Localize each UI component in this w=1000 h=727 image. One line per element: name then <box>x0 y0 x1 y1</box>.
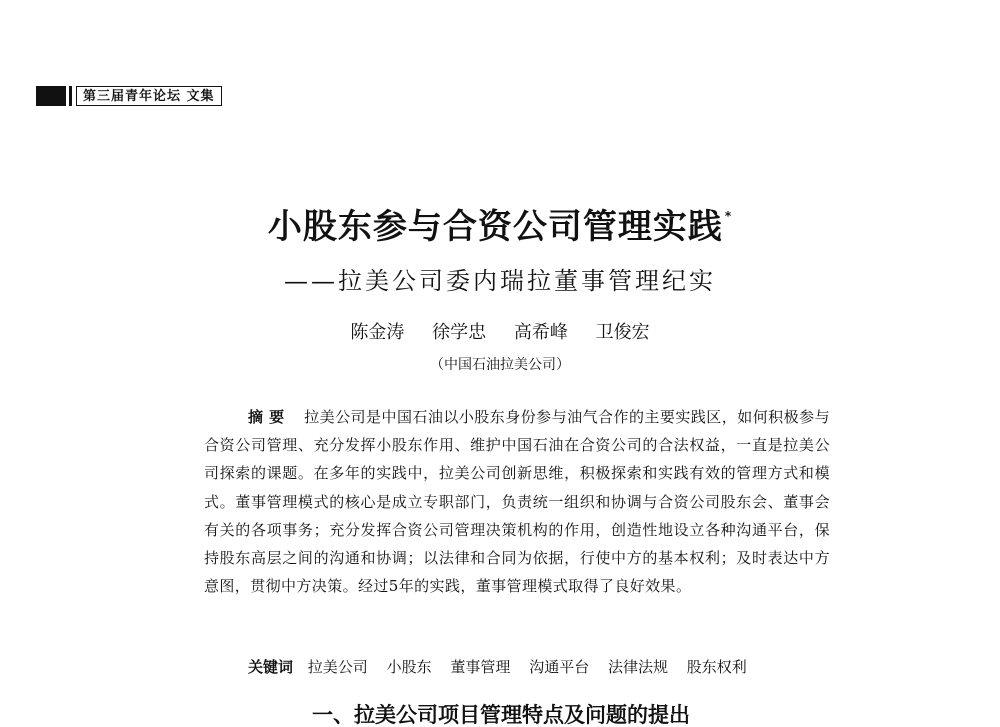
section-heading: 一、拉美公司项目管理特点及问题的提出 <box>312 703 690 727</box>
title-text: 小股东参与合资公司管理实践 <box>267 207 723 247</box>
abstract <box>204 403 830 600</box>
author-name: 徐学忠 <box>432 322 487 343</box>
keyword: 拉美公司 <box>307 658 368 676</box>
keyword: 股东权利 <box>686 658 747 676</box>
series-label: 第三届青年论坛 文集 <box>76 86 222 106</box>
paper-subtitle: ——拉美公司委内瑞拉董事管理纪实 <box>284 267 716 295</box>
keywords <box>248 658 761 678</box>
author-list <box>0 321 1000 344</box>
keyword: 董事管理 <box>450 658 511 676</box>
header-black-block <box>36 86 66 106</box>
title-footnote-mark: * <box>724 209 733 223</box>
author-name: 陈金涛 <box>350 322 405 343</box>
affiliation: （中国石油拉美公司） <box>430 357 570 373</box>
header-bar <box>69 86 72 106</box>
author-name: 卫俊宏 <box>595 322 650 343</box>
author-name: 高希峰 <box>513 322 568 343</box>
series-header <box>36 86 222 106</box>
keyword: 沟通平台 <box>529 658 590 676</box>
abstract-text: 拉美公司是中国石油以小股东身份参与油气合作的主要实践区，如何积极参与合资公司管理、充分发挥小股东作用、维护中国石油在合资公司的合法权益，一直是拉美公司探索的课题。在多年的实践中，拉美公司创新思维，积极探索和实践有效的管理方式和模式。董事管理模式的核心是成立专职部门，负责统一组织和协调与合资公司股东会、董事会有关的各项事务；充分发挥合资公司管理决策机构的作用，创造性地设立各种沟通平台，保持股东高层之间的沟通和协调；以法律和合同为依据，行使中方的基本权利；及时表达中方意图，贯彻中方决策。经过5年的实践，董事管理模式取得了良好效果。 <box>204 408 830 596</box>
keyword: 小股东 <box>386 658 432 676</box>
keyword: 法律法规 <box>607 658 668 676</box>
keywords-label: 关键词 <box>248 658 294 676</box>
abstract-label: 摘要 <box>248 408 291 426</box>
paper-title <box>0 208 1000 247</box>
